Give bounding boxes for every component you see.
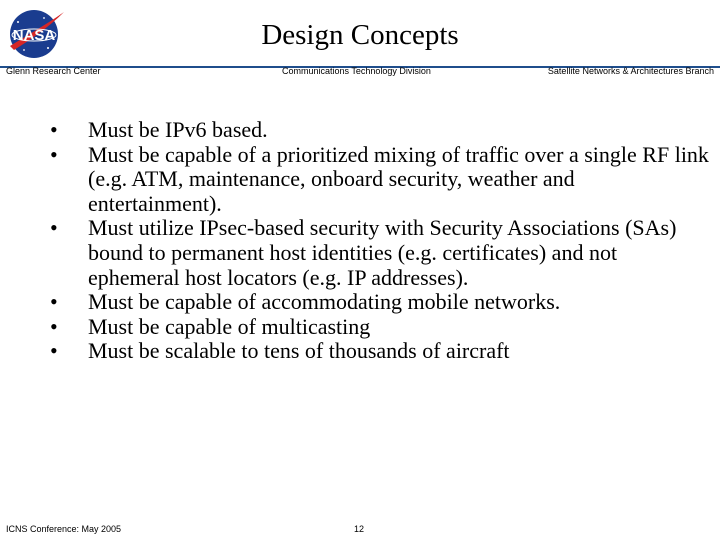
bullet-text: Must be IPv6 based.	[88, 117, 268, 142]
bullet-text: Must be scalable to tens of thousands of aircraft	[88, 338, 510, 364]
bullet-dot: •	[50, 289, 58, 315]
bullet-item	[50, 315, 710, 340]
bullet-item	[50, 143, 710, 217]
slide-title: Design Concepts	[261, 19, 459, 51]
bullet-text: Must utilize IPsec-based security with Security Associations (SAs) bound to permanent host identities (e.g. certificates) and not ephemeral host locators (e.g. IP addresses).	[88, 215, 677, 290]
bullet-item	[50, 216, 710, 290]
bullet-list	[50, 118, 710, 364]
bullet-item	[50, 290, 710, 315]
bullet-dot: •	[50, 215, 58, 241]
page-number: 12	[354, 524, 365, 534]
bullet-text: Must be capable of multicasting	[88, 313, 371, 339]
bullet-text: Must be capable of accommodating mobile networks.	[88, 289, 561, 315]
bullet-dot: •	[50, 338, 58, 364]
bullet-dot: •	[50, 313, 58, 339]
header-right-text: Satellite Networks & Architectures Branch	[547, 66, 714, 76]
svg-text:NASA: NASA	[12, 27, 56, 44]
header-center-text: Communications Technology Division	[282, 66, 431, 76]
bullet-dot: •	[50, 117, 58, 142]
header-left-text: Glenn Research Center	[6, 66, 101, 76]
bullet-item	[50, 339, 710, 364]
footer-conference: ICNS Conference: May 2005	[6, 524, 122, 534]
bullet-text: Must be capable of a prioritized mixing of traffic over a single RF link (e.g. ATM, maintenance, onboard security, weather and entertainment).	[88, 141, 709, 216]
bullet-item	[50, 118, 710, 143]
bullet-dot: •	[50, 141, 58, 167]
